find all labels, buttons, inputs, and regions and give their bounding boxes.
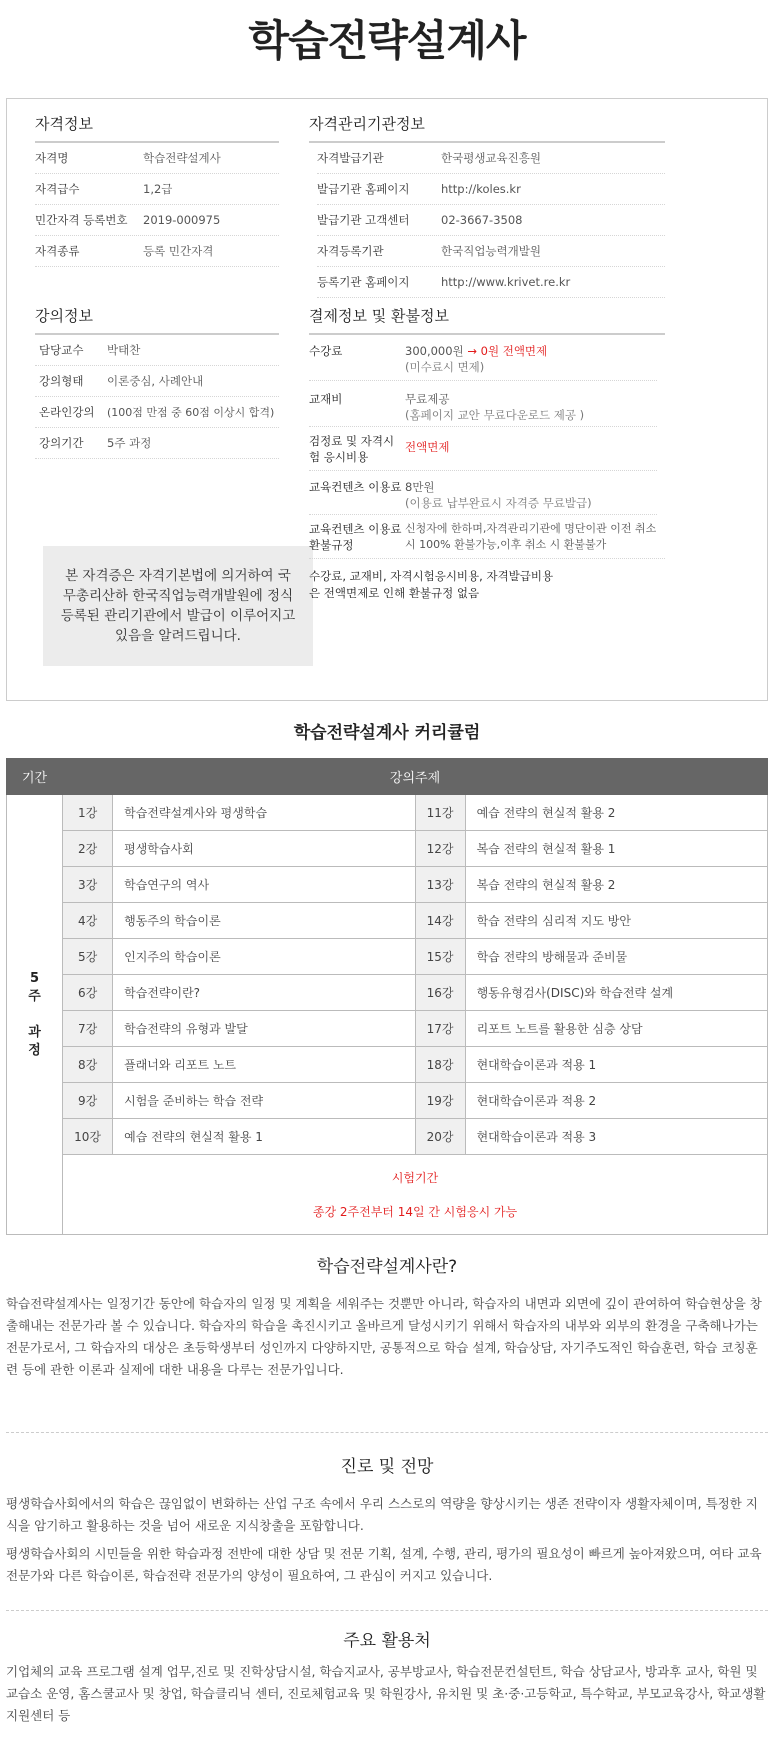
agency-key: 발급기관 고객센터: [317, 213, 410, 227]
content-fee-note: (이용료 납부완료시 자격증 무료발급): [405, 496, 592, 510]
agency-row: [317, 205, 665, 236]
agency-row: [317, 174, 665, 205]
book-note: (홈페이지 교안 무료다운로드 제공 ): [405, 408, 585, 422]
qual-value: 학습전략설계사: [143, 151, 221, 165]
lecture-value: (100점 만점 중 60점 이상시 합격): [107, 406, 275, 419]
lesson-number: 12강: [415, 831, 465, 867]
lesson-topic: 학습연구의 역사: [113, 867, 415, 903]
lesson-topic: 복습 전략의 현실적 활용 2: [465, 867, 767, 903]
lesson-topic: 리포트 노트를 활용한 심층 상담: [465, 1011, 767, 1047]
lecture-row: [35, 397, 279, 428]
lecture-key: 강의기간: [39, 436, 84, 450]
lesson-topic: 학습 전략의 심리적 지도 방안: [465, 903, 767, 939]
agency-key: 자격발급기관: [317, 151, 384, 165]
agency-key: 자격등록기관: [317, 244, 384, 258]
qual-value: 등록 민간자격: [143, 244, 214, 258]
lecture-info-section: [35, 305, 279, 459]
fee-original: 300,000원: [405, 344, 464, 358]
curriculum-title: 학습전략설계사 커리큘럼: [293, 723, 481, 743]
agency-info-heading: 자격관리기관정보: [309, 113, 665, 143]
info-box: [6, 98, 768, 701]
divider: [6, 1610, 768, 1611]
career-paragraph: 평생학습사회에서의 학습은 끊임없이 변화하는 산업 구조 속에서 우리 스스로의 역량을 향상시키는 생존 전략이자 생활자체이며, 특정한 지식을 암기하고 활용하는 것을 넘어 새로운 지식창출을 포함합니다.: [6, 1496, 758, 1533]
lesson-topic: 학습전략이란?: [113, 975, 415, 1011]
about-title: 학습전략설계사란?: [316, 1257, 458, 1277]
qual-row: [35, 143, 279, 174]
about-body: 학습전략설계사는 일정기간 동안에 학습자의 일정 및 계획을 세워주는 것뿐만 아니라, 학습자의 내면과 외면에 깊이 관여하여 학습현상을 창출해내는 전문가라 볼 수 있습니다. 학습자의 학습을 촉진시키고 올바르게 달성시키기 위해서 학습자의 내부와 외부의 환경을 구축해나가는 전문가로서, 그 학습자의 대상은 초등학생부터 성인까지 다양하지만, 공통적으로 학습 설계, 학습상담, 자기주도적인 학습훈련, 학습 코칭훈련 등에 관한 이론과 실제에 대한 내용을 다루는 전문가입니다.: [6, 1296, 762, 1377]
fee-row: [309, 335, 657, 381]
lesson-topic: 현대학습이론과 적용 3: [465, 1119, 767, 1155]
registry-homepage-link[interactable]: http://www.krivet.re.kr: [441, 275, 571, 289]
lesson-number: 16강: [415, 975, 465, 1011]
fee-note: (미수료시 면제): [405, 360, 485, 374]
exam-fee-main: 전액면제: [405, 440, 450, 454]
lesson-topic: 평생학습사회: [113, 831, 415, 867]
lesson-number: 2강: [63, 831, 113, 867]
lesson-topic: 현대학습이론과 적용 2: [465, 1083, 767, 1119]
agency-row: [317, 267, 665, 298]
table-row: [7, 903, 768, 939]
refund-value: 신청자에 한하며,자격관리기관에 명단이관 이전 취소 시 100% 환불가능,이후 취소 시 환불불가: [405, 522, 657, 551]
lesson-topic: 행동유형검사(DISC)와 학습전략 설계: [465, 975, 767, 1011]
lesson-topic: 학습전략의 유형과 발달: [113, 1011, 415, 1047]
career-title: 진로 및 전망: [340, 1457, 434, 1477]
exam-period-title: 시험기간: [391, 1170, 439, 1185]
book-row: [309, 381, 657, 427]
lesson-number: 19강: [415, 1083, 465, 1119]
agency-value: 한국평생교육진흥원: [441, 151, 541, 165]
lesson-topic: 인지주의 학습이론: [113, 939, 415, 975]
lecture-value: 5주 과정: [107, 436, 152, 450]
lesson-topic: 현대학습이론과 적용 1: [465, 1047, 767, 1083]
payment-section: [309, 305, 665, 602]
agency-row: [317, 236, 665, 267]
book-main: 무료제공: [405, 392, 450, 406]
lesson-number: 18강: [415, 1047, 465, 1083]
usage-body: 기업체의 교육 프로그램 설계 업무,진로 및 진학상담시설, 학습지교사, 공부방교사, 학습전문컨설턴트, 학습 상담교사, 방과후 교사, 학원 및 교습소 운영, 홈스쿨교사 및 창업, 학습클리닉 센터, 진로체험교육 및 학원강사, 유치원 및 초·중·고등학교, 특수학교, 부모교육강사, 학교생활지원센터 등: [6, 1664, 766, 1723]
topic-header: 강의주제: [63, 759, 768, 795]
qual-row: [35, 174, 279, 205]
divider: [6, 1432, 768, 1433]
agency-value: 한국직업능력개발원: [441, 244, 541, 258]
usage-title: 주요 활용처: [343, 1631, 431, 1651]
lesson-topic: 예습 전략의 현실적 활용 2: [465, 795, 767, 831]
qual-value: 1,2급: [143, 182, 173, 196]
agency-homepage-link[interactable]: http://koles.kr: [441, 182, 521, 196]
exam-fee-value: [405, 433, 449, 455]
exam-period-desc: 종강 2주전부터 14일 간 시험응시 가능: [312, 1204, 518, 1219]
agency-info-section: [309, 113, 665, 298]
qual-key: 자격종류: [35, 244, 80, 258]
qual-value: 2019-000975: [143, 213, 221, 227]
agency-key: 발급기관 홈페이지: [317, 182, 410, 196]
exam-period-cell: [63, 1155, 768, 1235]
lesson-topic: 시험을 준비하는 학습 전략: [113, 1083, 415, 1119]
book-key: 교재비: [309, 392, 343, 406]
exam-row: [7, 1155, 768, 1235]
lesson-number: 11강: [415, 795, 465, 831]
lecture-key: 온라인강의: [39, 405, 95, 419]
lesson-topic: 학습 전략의 방해물과 준비물: [465, 939, 767, 975]
qual-key: 자격명: [35, 151, 69, 165]
lecture-row: [35, 428, 279, 459]
lesson-number: 14강: [415, 903, 465, 939]
period-cell: 5 주 과 정: [7, 795, 63, 1235]
lesson-number: 8강: [63, 1047, 113, 1083]
qual-info-section: [35, 113, 279, 267]
table-row: [7, 1011, 768, 1047]
lecture-value: 박태찬: [107, 343, 141, 357]
lesson-number: 4강: [63, 903, 113, 939]
refund-key: 교육컨텐츠 이용료 환불규정: [309, 522, 402, 552]
fee-key: 수강료: [309, 344, 343, 358]
lecture-info-heading: 강의정보: [35, 305, 279, 335]
qual-key: 민간자격 등록번호: [35, 213, 128, 227]
lesson-number: 6강: [63, 975, 113, 1011]
lesson-number: 13강: [415, 867, 465, 903]
lesson-topic: 학습전략설계사와 평생학습: [113, 795, 415, 831]
table-row: [7, 975, 768, 1011]
lesson-number: 10강: [63, 1119, 113, 1155]
qual-row: [35, 236, 279, 267]
exam-fee-key: 검정료 및 자격시험 응시비용: [309, 434, 395, 464]
lesson-number: 17강: [415, 1011, 465, 1047]
book-value: [405, 391, 584, 426]
agency-row: [317, 143, 665, 174]
lesson-number: 20강: [415, 1119, 465, 1155]
curriculum-header-row: [7, 759, 768, 795]
notice-box: 본 자격증은 자격기본법에 의거하여 국무총리산하 한국직업능력개발원에 정식 등록된 관리기관에서 발급이 이루어지고 있음을 알려드립니다.: [43, 546, 313, 666]
fee-discounted: 0원 전액면제: [480, 344, 548, 358]
content-fee-key: 교육컨텐츠 이용료: [309, 480, 402, 494]
lesson-number: 7강: [63, 1011, 113, 1047]
lecture-value: 이론중심, 사례안내: [107, 374, 204, 388]
career-paragraph: 평생학습사회의 시민들을 위한 학습과정 전반에 대한 상담 및 전문 기획, 설계, 수행, 관리, 평가의 필요성이 빠르게 높아져왔으며, 여타 교육전문가와 다른 학습이론, 학습전략 전문가의 양성이 필요하여, 그 관심이 커지고 있습니다.: [6, 1546, 762, 1583]
lesson-topic: 플래너와 리포트 노트: [113, 1047, 415, 1083]
table-row: [7, 1119, 768, 1155]
qual-key: 자격급수: [35, 182, 80, 196]
table-row: [7, 831, 768, 867]
table-row: [7, 939, 768, 975]
payment-heading: 결제정보 및 환불정보: [309, 305, 665, 335]
lesson-number: 9강: [63, 1083, 113, 1119]
lesson-number: 5강: [63, 939, 113, 975]
page-title: 학습전략설계사: [248, 16, 526, 65]
table-row: [7, 795, 768, 831]
content-fee-row: [309, 471, 657, 515]
agency-value: 02-3667-3508: [441, 213, 523, 227]
lecture-key: 강의형태: [39, 374, 84, 388]
lesson-number: 1강: [63, 795, 113, 831]
lesson-topic: 행동주의 학습이론: [113, 903, 415, 939]
payment-footnote: 수강료, 교재비, 자격시험응시비용, 자격발급비용은 전액면제로 인해 환불규정 없음: [309, 569, 554, 600]
lesson-topic: 복습 전략의 현실적 활용 1: [465, 831, 767, 867]
lesson-topic: 예습 전략의 현실적 활용 1: [113, 1119, 415, 1155]
content-fee-value: [405, 479, 592, 514]
fee-arrow: →: [467, 344, 477, 358]
lecture-key: 담당교수: [39, 343, 84, 357]
agency-key: 등록기관 홈페이지: [317, 275, 410, 289]
period-header: 기간: [7, 759, 63, 795]
exam-fee-row: [309, 427, 657, 471]
qual-info-heading: 자격정보: [35, 113, 279, 143]
lecture-row: [35, 366, 279, 397]
refund-row: [309, 515, 665, 559]
lesson-number: 15강: [415, 939, 465, 975]
qual-row: [35, 205, 279, 236]
curriculum-table: [6, 758, 768, 1235]
table-row: [7, 1083, 768, 1119]
content-fee-main: 8만원: [405, 480, 435, 494]
career-section: [6, 1452, 768, 1587]
lecture-row: [35, 335, 279, 366]
fee-value: [405, 343, 547, 380]
table-row: [7, 867, 768, 903]
table-row: [7, 1047, 768, 1083]
lesson-number: 3강: [63, 867, 113, 903]
usage-section: [6, 1626, 768, 1727]
about-section: [6, 1252, 768, 1381]
